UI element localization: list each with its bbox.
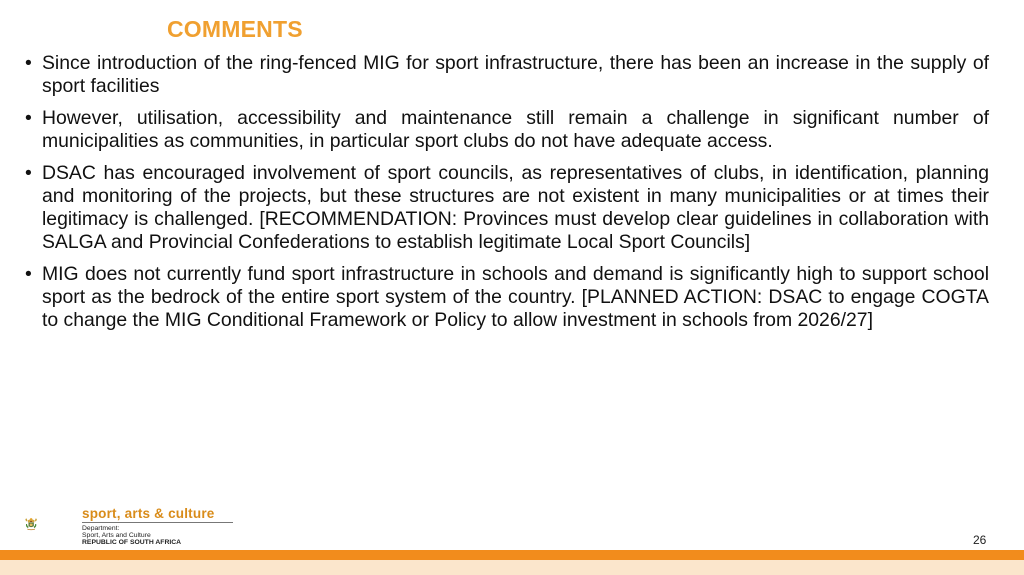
footer-bar bbox=[0, 550, 1024, 560]
bullet-item bbox=[25, 263, 989, 332]
bullet-text: DSAC has encouraged involvement of sport councils, as representatives of clubs, in identification, planning and monitoring of the projects, but these structures are not existent in many municipalities or at times their legitimacy is challenged. [RECOMMENDATION: Provinces must develop clear guidelines in collaboration with SALGA and Provincial Confederations to establish legitimate Local Sport Councils] bbox=[42, 162, 989, 253]
bullet-dot: • bbox=[25, 263, 32, 285]
dept-line: Sport, Arts and Culture bbox=[82, 532, 151, 539]
bullet-dot: • bbox=[25, 52, 32, 74]
page-number: 26 bbox=[973, 533, 987, 547]
bullet-item bbox=[25, 107, 989, 153]
dept-line: Department: bbox=[82, 525, 120, 532]
bullet-text: However, utilisation, accessibility and maintenance still remain a challenge in significant number of municipalities as communities, in particular sport clubs do not have adequate access. bbox=[42, 107, 989, 152]
bullet-item bbox=[25, 162, 989, 254]
coat-of-arms-icon bbox=[24, 498, 80, 550]
bullet-text: MIG does not currently fund sport infrastructure in schools and demand is significantly high to support school sport as the bedrock of the entire sport system of the country. [PLANNED ACTION: DSAC to engage COGTA to change the MIG Conditional Framework or Policy to allow investment in schools from 2026/27] bbox=[42, 263, 989, 331]
brand-divider bbox=[82, 522, 233, 523]
bullet-dot: • bbox=[25, 107, 32, 129]
slide-title: COMMENTS bbox=[167, 16, 303, 42]
footer-strip bbox=[0, 560, 1024, 575]
bullet-text: Since introduction of the ring-fenced MIG for sport infrastructure, there has been an increase in the supply of sport facilities bbox=[42, 52, 989, 97]
bullet-dot: • bbox=[25, 162, 32, 184]
dept-country: REPUBLIC OF SOUTH AFRICA bbox=[82, 539, 182, 546]
bullet-item bbox=[25, 52, 989, 98]
bullet-list bbox=[25, 52, 989, 341]
brand-name: sport, arts & culture bbox=[82, 506, 215, 521]
